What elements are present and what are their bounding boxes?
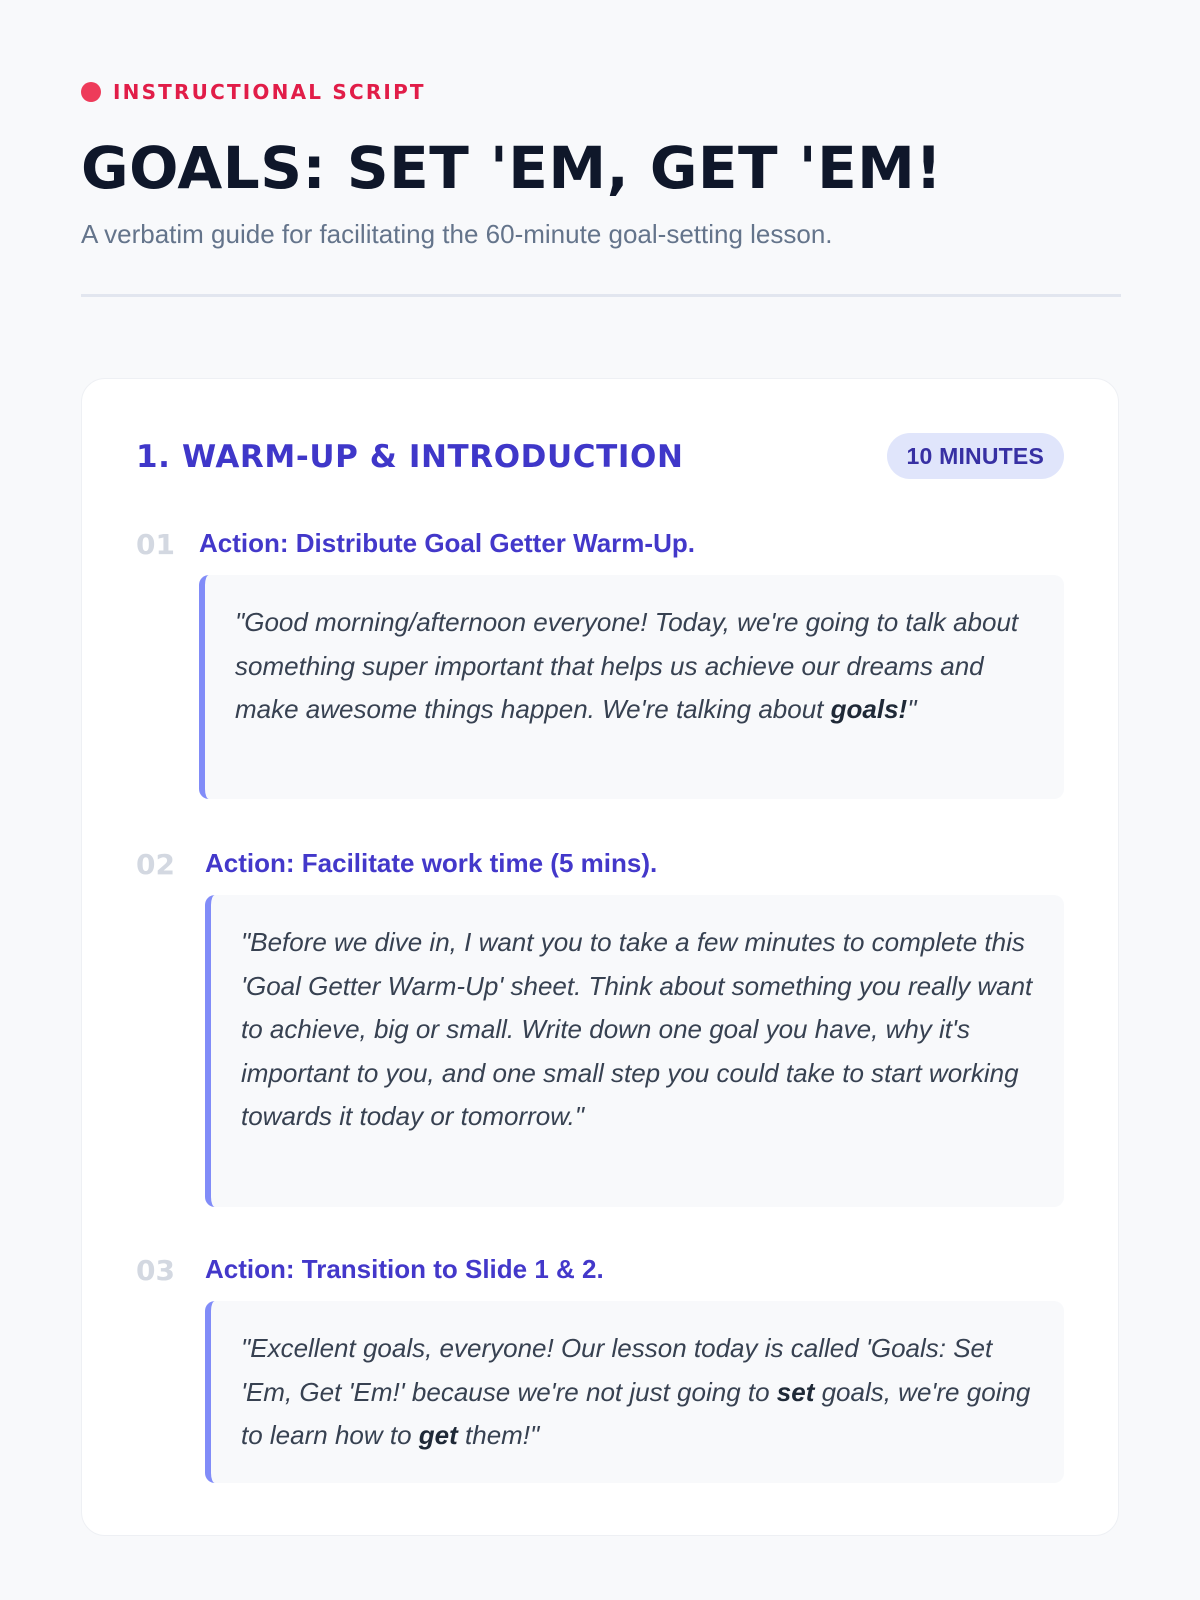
quote-emphasis: get bbox=[418, 1420, 458, 1450]
quote-segment: goals, we're going to learn how to bbox=[241, 1376, 1031, 1450]
quote-text bbox=[235, 601, 1036, 732]
quote-emphasis: set bbox=[776, 1376, 815, 1407]
section-header bbox=[136, 433, 1064, 481]
script-step bbox=[136, 525, 1064, 791]
page-title: GOALS: SET 'EM, GET 'EM! bbox=[81, 134, 943, 202]
step-number: 02 bbox=[136, 848, 175, 881]
step-number: 03 bbox=[136, 1254, 175, 1287]
eyebrow-label: INSTRUCTIONAL SCRIPT bbox=[113, 80, 426, 104]
quote-segment: "Good morning/afternoon everyone! Today, we're going to talk about something super important that helps us achieve our dreams and make awesome things happen. We're talking about bbox=[235, 607, 1019, 724]
step-action: Action: Distribute Goal Getter Warm-Up. bbox=[199, 528, 695, 558]
quote-text bbox=[241, 1327, 1036, 1458]
header-divider bbox=[81, 294, 1121, 297]
section-title: 1. WARM-UP & INTRODUCTION bbox=[136, 439, 684, 475]
step-action: Action: Facilitate work time (5 mins). bbox=[205, 848, 658, 878]
quote-segment: "Excellent goals, everyone! Our lesson today is called 'Goals: Set 'Em, Get 'Em!' because we're not just going to bbox=[241, 1333, 993, 1407]
status-dot-icon bbox=[81, 82, 101, 102]
quote-segment: them!" bbox=[457, 1420, 540, 1450]
section-card bbox=[81, 378, 1119, 1536]
script-quote bbox=[205, 1301, 1064, 1483]
page-subtitle: A verbatim guide for facilitating the 60-minute goal-setting lesson. bbox=[81, 219, 833, 249]
step-action: Action: Transition to Slide 1 & 2. bbox=[205, 1254, 604, 1284]
script-quote bbox=[199, 575, 1064, 799]
quote-segment: " bbox=[907, 694, 917, 724]
duration-badge: 10 MINUTES bbox=[887, 433, 1064, 479]
quote-text bbox=[241, 921, 1036, 1139]
script-quote bbox=[205, 895, 1064, 1207]
script-step bbox=[136, 1251, 1064, 1481]
step-number: 01 bbox=[136, 528, 175, 561]
quote-segment: "Before we dive in, I want you to take a few minutes to complete this 'Goal Getter Warm-Up' sheet. Think about something you really want to achieve, big or small. Write down one goal you have, why it's important to you, and one small step you could take to start working towards it today or tomorrow." bbox=[241, 927, 1033, 1131]
quote-emphasis: goals! bbox=[830, 694, 908, 724]
script-step bbox=[136, 845, 1064, 1171]
eyebrow bbox=[81, 80, 426, 104]
